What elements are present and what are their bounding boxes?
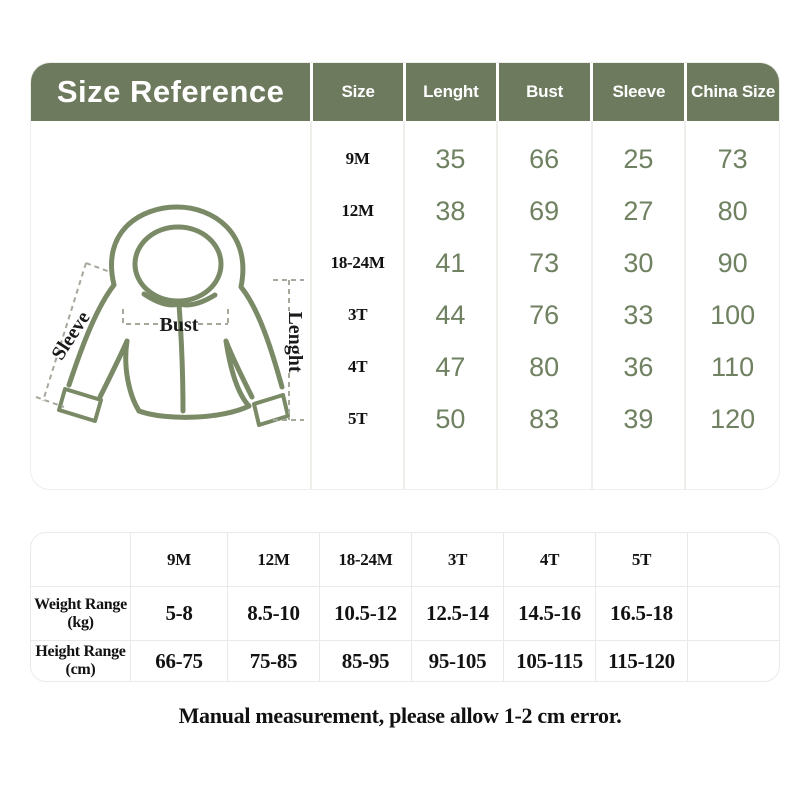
size-row-label: 18-24M: [330, 253, 385, 272]
height-value: 85-95: [319, 640, 411, 681]
height-value: 115-120: [595, 640, 687, 681]
sleeve-value: 27: [623, 195, 654, 226]
bt-header-9m: 9M: [130, 533, 227, 586]
lenght-measure-label: Lenght: [284, 311, 306, 373]
size-column: [310, 121, 403, 490]
bt-corner-empty: [31, 533, 130, 586]
height-range-label: [31, 640, 130, 681]
weight-value: 12.5-14: [411, 586, 503, 640]
sleeve-value: 39: [623, 403, 654, 434]
bt-header-3t: 3T: [411, 533, 503, 586]
weight-value: 14.5-16: [503, 586, 595, 640]
weight-range-label-line1: Weight Range: [34, 595, 127, 613]
height-value: 75-85: [227, 640, 319, 681]
weight-value: 16.5-18: [595, 586, 687, 640]
sleeve-column: [591, 121, 685, 490]
bust-value: 76: [529, 299, 560, 330]
weight-value-empty: [687, 586, 779, 640]
bt-header-5t: 5T: [595, 533, 687, 586]
column-header-sleeve: Sleeve: [590, 63, 684, 121]
lenght-value: 44: [435, 299, 466, 330]
bust-value: 66: [529, 143, 560, 174]
china-size-value: 110: [711, 351, 755, 382]
china-size-column: [684, 121, 779, 490]
bt-header-4t: 4T: [503, 533, 595, 586]
jacket-diagram-cell: [31, 121, 310, 490]
china-size-value: 90: [717, 247, 748, 278]
height-range-label-line2: (cm): [65, 661, 96, 678]
sleeve-value: 36: [623, 351, 654, 382]
column-header-size: Size: [310, 63, 403, 121]
weight-value: 10.5-12: [319, 586, 411, 640]
size-table-header: [31, 63, 779, 121]
weight-range-label-line2: (kg): [67, 613, 94, 631]
china-size-value: 120: [710, 403, 756, 434]
lenght-value: 35: [435, 143, 466, 174]
china-size-value: 80: [717, 195, 748, 226]
lenght-value: 41: [435, 247, 466, 278]
bust-value: 80: [529, 351, 560, 382]
sleeve-value: 30: [623, 247, 654, 278]
china-size-value: 100: [710, 299, 756, 330]
size-reference-table: [30, 62, 780, 490]
column-header-china-size: China Size: [684, 63, 779, 121]
column-header-bust: Bust: [496, 63, 591, 121]
bt-header-18-24m: 18-24M: [319, 533, 411, 586]
column-header-lenght: Lenght: [403, 63, 496, 121]
height-value-empty: [687, 640, 779, 681]
lenght-value: 38: [435, 195, 466, 226]
height-value: 95-105: [411, 640, 503, 681]
bust-column: [496, 121, 591, 490]
height-value: 105-115: [503, 640, 595, 681]
weight-value: 8.5-10: [227, 586, 319, 640]
lenght-value: 50: [435, 403, 466, 434]
bt-header-empty: [687, 533, 779, 586]
sleeve-value: 25: [623, 143, 654, 174]
lenght-value: 47: [435, 351, 466, 382]
weight-range-label: [31, 586, 130, 640]
jacket-measurement-diagram: [31, 205, 311, 455]
size-row-label: 5T: [348, 409, 368, 428]
weight-height-table: [30, 532, 780, 682]
jacket-outline: [69, 207, 282, 417]
size-row-label: 9M: [345, 149, 370, 168]
bust-value: 69: [529, 195, 560, 226]
page-title: Size Reference: [56, 74, 285, 109]
size-row-label: 4T: [348, 357, 368, 376]
bust-value: 83: [529, 403, 560, 434]
lenght-column: [403, 121, 496, 490]
height-value: 66-75: [130, 640, 227, 681]
height-range-label-line1: Height Range: [35, 643, 126, 661]
size-row-label: 3T: [348, 305, 368, 324]
sleeve-measure-label: Sleeve: [47, 307, 95, 365]
weight-value: 5-8: [130, 586, 227, 640]
measurement-disclaimer: Manual measurement, please allow 1-2 cm error.: [178, 703, 622, 728]
bust-value: 73: [529, 247, 560, 278]
sleeve-value: 33: [623, 299, 654, 330]
bust-measure-label: Bust: [159, 314, 199, 336]
bt-header-12m: 12M: [227, 533, 319, 586]
size-row-label: 12M: [341, 201, 374, 220]
china-size-value: 73: [717, 143, 748, 174]
size-table-body: [31, 121, 779, 490]
